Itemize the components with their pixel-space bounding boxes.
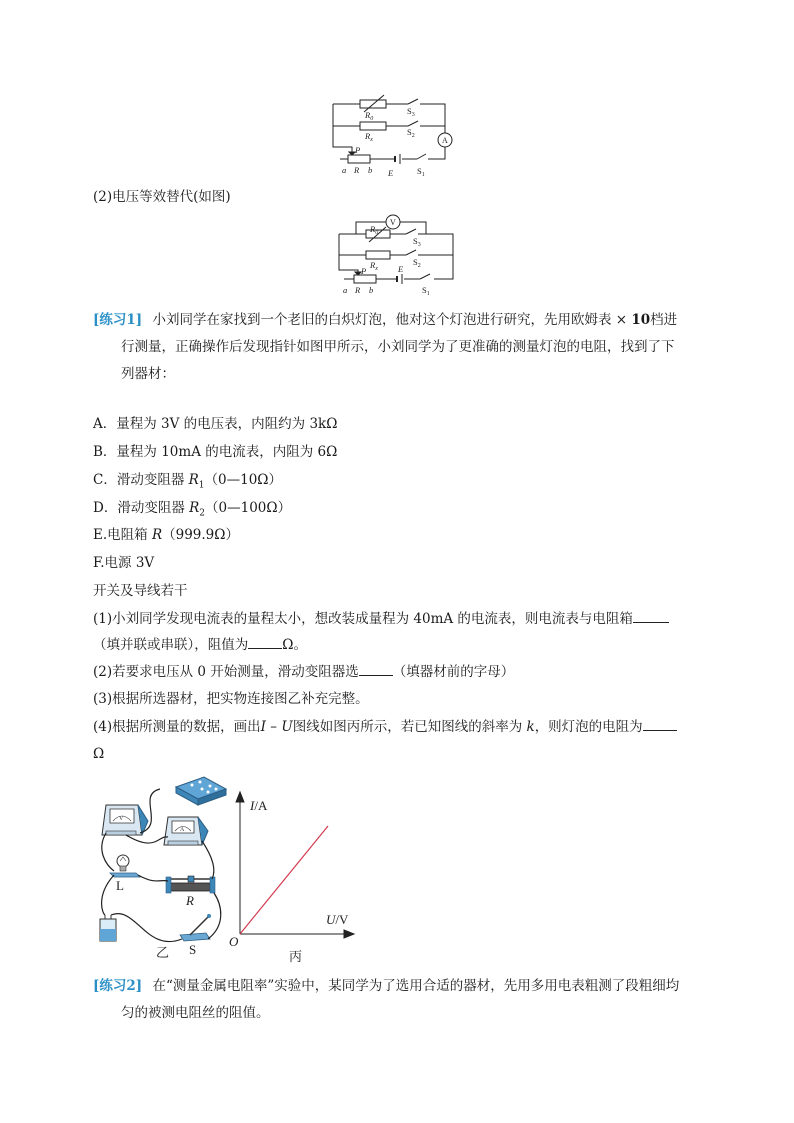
graph-x-label: U/V bbox=[326, 912, 349, 927]
option-d: D．滑动变阻器 $R_2(0—100\Omega)$ bbox=[93, 500, 292, 519]
question-2: (2)若要求电压从 0 开始测量，滑动变阻器选 （填器材前的字母） bbox=[93, 664, 515, 680]
wiring-label-l: L bbox=[116, 878, 124, 893]
svg-text:R0: $R_0$ bbox=[365, 110, 374, 122]
question-4-unit: Ω bbox=[93, 746, 105, 762]
fig2-s3-label: S bbox=[413, 236, 418, 246]
svg-text:Rx: $R_x$ bbox=[370, 260, 378, 272]
option-c: C．滑动变阻器 $R_1(0—10\Omega)$ bbox=[93, 472, 282, 491]
exercise-1-intro: [练习1] 小刘同学在家找到一个老旧的白炽灯泡，他对这个灯泡进行研究，先用欧姆表 × 10档进 行测量，正确操作后发现指针如图甲所示，小刘同学为了更准确的测量灯泡的电阻，找到了下 列器材： bbox=[93, 312, 678, 382]
svg-text:S3: $S_3$ bbox=[407, 106, 415, 118]
fig1-b-label: b bbox=[368, 165, 373, 175]
wiring-label-r: R bbox=[186, 893, 194, 908]
fig1-s1-label: S bbox=[417, 166, 422, 176]
fig2-b-label: b bbox=[369, 285, 374, 295]
iu-graph bbox=[226, 790, 356, 968]
fig1-p-label: P bbox=[355, 145, 361, 155]
fig2-r-label: R bbox=[355, 285, 361, 295]
fig1-s2-label: S bbox=[407, 127, 412, 137]
exercise-1-tag: [练习1] bbox=[93, 312, 143, 328]
svg-text:R0: $R_0$ bbox=[370, 224, 379, 236]
fig2-rx-label: R bbox=[370, 260, 376, 270]
switch-box-icon bbox=[176, 777, 226, 805]
wiring-figure bbox=[96, 775, 236, 960]
option-e: E.电阻箱 R（999.9Ω） bbox=[93, 527, 239, 543]
fig1-r-label: R bbox=[354, 165, 360, 175]
fig2-e-label: E bbox=[398, 264, 404, 274]
svg-text:S2: $S_2$ bbox=[407, 127, 415, 139]
option-b: B．量程为 10mA 的电流表，内阻为 6Ω bbox=[93, 444, 338, 460]
fig2-s2-label: S bbox=[413, 257, 418, 267]
graph-line bbox=[240, 826, 328, 934]
rheostat-icon bbox=[166, 876, 215, 893]
svg-text:A: A bbox=[180, 827, 185, 833]
graph-caption: 丙 bbox=[289, 949, 303, 964]
section2-title: (2)电压等效替代(如图) bbox=[93, 189, 231, 205]
svg-text:V: V bbox=[119, 816, 124, 822]
svg-text:S1: $S_1$ bbox=[422, 285, 430, 297]
fig2-voltmeter-label: V bbox=[390, 218, 396, 227]
fig1-s3-label: S bbox=[407, 106, 412, 116]
exercise-2: [练习2] 在“测量金属电阻率”实验中，某同学为了选用合适的器材，先用多用电表粗测了段粗细均 匀的被测电阻丝的阻值。 bbox=[93, 978, 680, 1021]
switch-icon bbox=[180, 914, 211, 941]
circuit-diagram-1 bbox=[330, 92, 470, 180]
graph-y-label: I/A bbox=[250, 798, 268, 813]
question-1-cont: （填并联或串联），阻值为 Ω。 bbox=[93, 637, 307, 653]
fig2-r0-label: R bbox=[370, 224, 376, 234]
fig2-a-label: a bbox=[343, 285, 348, 295]
svg-text:S2: $S_2$ bbox=[413, 257, 421, 269]
fig1-a-label: a bbox=[342, 165, 347, 175]
question-4: (4)根据所测量的数据，画出I – U图线如图丙所示，若已知图线的斜率为 k，则灯泡的电阻为 bbox=[93, 718, 677, 736]
fig1-r0-label: R bbox=[365, 110, 371, 120]
ammeter-icon bbox=[164, 817, 208, 845]
question-3: (3)根据所选器材，把实物连接图乙补充完整。 bbox=[93, 691, 369, 707]
fig2-p-label: P bbox=[361, 266, 367, 276]
fig2-s1-label: S bbox=[422, 285, 427, 295]
option-g: 开关及导线若干 bbox=[93, 583, 188, 599]
wiring-label-s: S bbox=[189, 942, 197, 957]
svg-text:S3: $S_3$ bbox=[413, 236, 421, 248]
svg-text:Rx: $R_x$ bbox=[365, 131, 373, 143]
bulb-icon bbox=[110, 855, 140, 877]
wiring-caption: 乙 bbox=[156, 945, 170, 960]
circuit-diagram-2 bbox=[336, 212, 460, 302]
exercise-2-tag: [练习2] bbox=[93, 978, 143, 994]
battery-icon bbox=[100, 915, 116, 941]
svg-text:S1: $S_1$ bbox=[417, 166, 425, 178]
option-f: F.电源 3V bbox=[93, 555, 155, 571]
question-1: (1)小刘同学发现电流表的量程太小，想改装成量程为 40mA 的电流表，则电流表与电阻箱 bbox=[93, 610, 669, 628]
voltmeter-icon bbox=[102, 805, 148, 835]
fig1-ammeter-label: A bbox=[442, 136, 448, 145]
fig1-e-label: E bbox=[388, 168, 394, 178]
option-a: A．量程为 3V 的电压表，内阻约为 3kΩ bbox=[93, 416, 338, 432]
fig1-rx-label: R bbox=[365, 131, 371, 141]
graph-origin: O bbox=[229, 934, 239, 949]
